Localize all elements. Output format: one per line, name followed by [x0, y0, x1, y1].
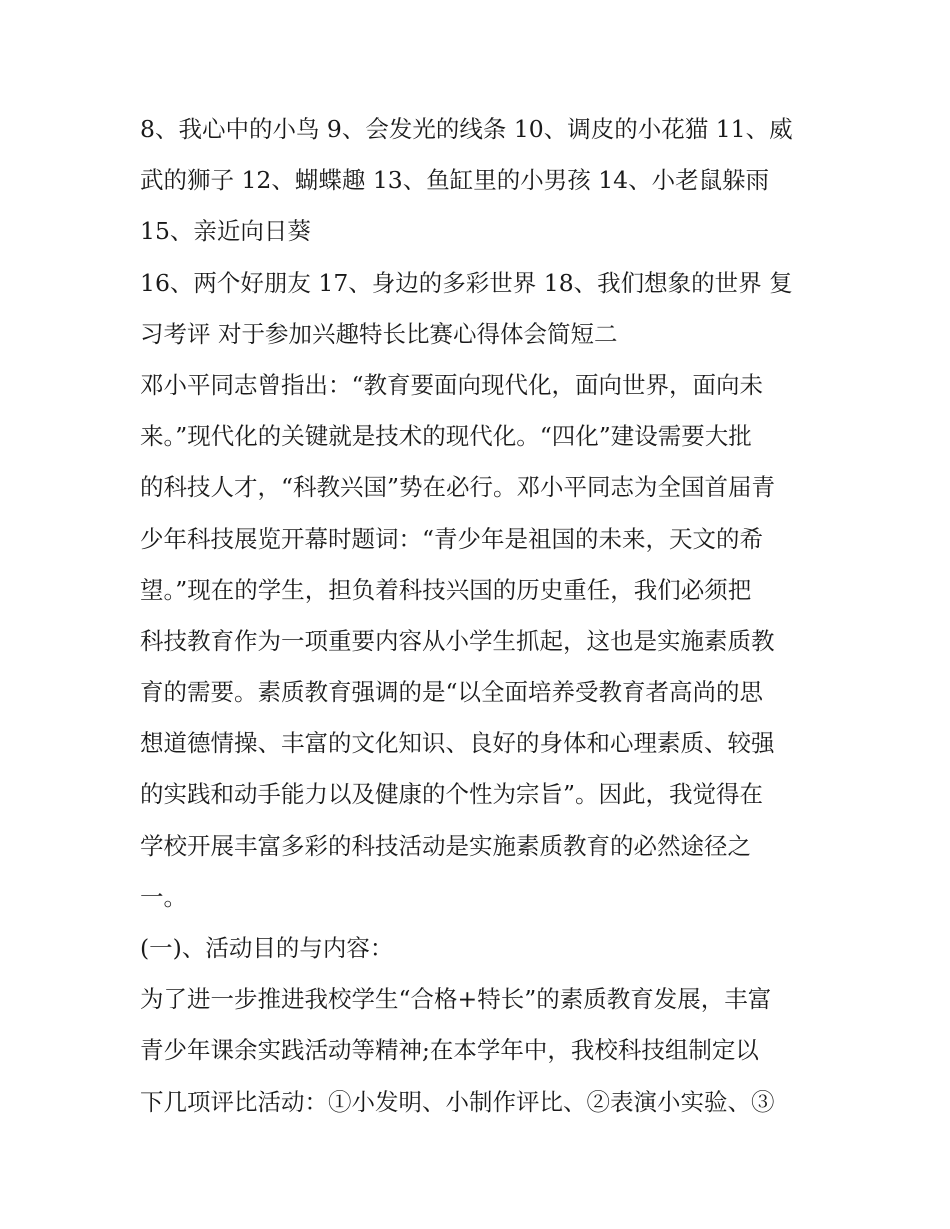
text-line: 16、两个好朋友 17、身边的多彩世界 18、我们想象的世界 复 [140, 268, 793, 297]
text-line: 下几项评比活动：①小发明、小制作评比、②表演小实验、③ [140, 1087, 775, 1116]
text-line: 学校开展丰富多彩的科技活动是实施素质教育的必然途径之 [140, 831, 751, 860]
text-line: 来。”现代化的关键就是技术的现代化。“四化”建设需要大批 [140, 422, 752, 451]
text-line: 邓小平同志曾指出：“教育要面向现代化，面向世界，面向未 [140, 370, 764, 399]
text-line: 8、我心中的小鸟 9、会发光的线条 10、调皮的小花猫 11、威 [140, 115, 793, 143]
text-line: 的实践和动手能力以及健康的个性为宗旨”。因此，我觉得在 [140, 780, 764, 809]
text-line: 少年科技展览开幕时题词：“青少年是祖国的未来，天文的希 [140, 524, 764, 553]
text-line: 的科技人才，“科教兴国”势在必行。邓小平同志为全国首届青 [140, 473, 776, 502]
text-line: 一。 [140, 882, 187, 911]
text-line: 科技教育作为一项重要内容从小学生抓起，这也是实施素质教 [140, 626, 775, 655]
text-line: 想道德情操、丰富的文化知识、良好的身体和心理素质、较强 [140, 729, 775, 758]
text-line: 望。”现在的学生，担负着科技兴国的历史重任，我们必须把 [140, 575, 752, 604]
text-line: 青少年课余实践活动等精神;在本学年中，我校科技组制定以 [140, 1036, 759, 1065]
text-line: 育的需要。素质教育强调的是“以全面培养受教育者高尚的思 [140, 678, 764, 707]
text-line: 武的狮子 12、蝴蝶趣 13、鱼缸里的小男孩 14、小老鼠躲雨 [140, 166, 770, 195]
text-line: 为了进一步推进我校学生“合格+特长”的素质教育发展，丰富 [140, 985, 772, 1014]
text-line: (一)、活动目的与内容： [140, 934, 394, 962]
text-line: 习考评 对于参加兴趣特长比赛心得体会简短二 [140, 319, 618, 348]
text-line: 15、亲近向日葵 [140, 217, 311, 246]
document-body [140, 104, 830, 1128]
